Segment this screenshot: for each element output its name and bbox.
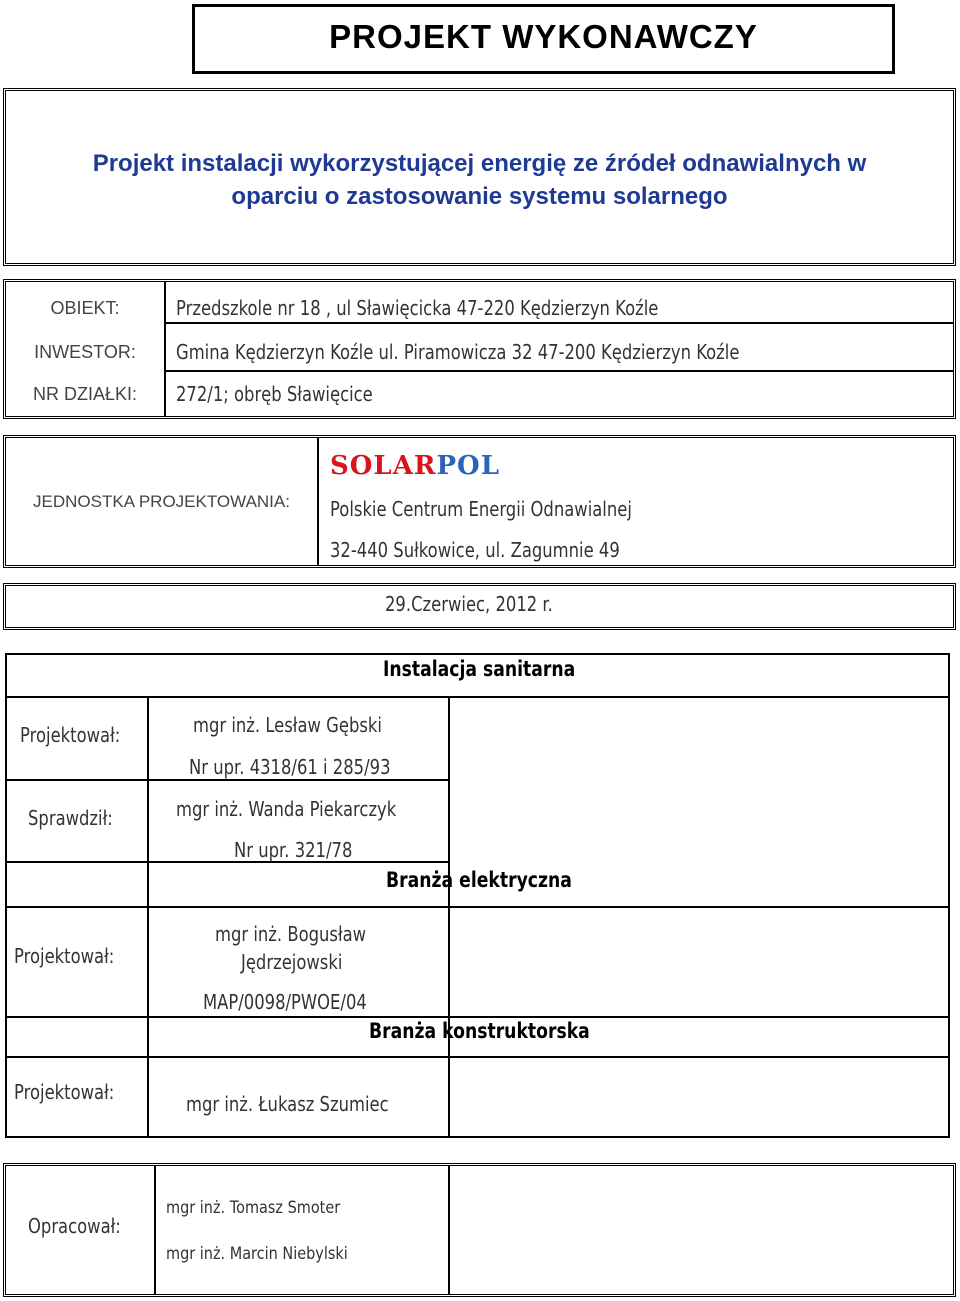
- document-title: PROJEKT WYKONAWCZY: [329, 18, 758, 55]
- sanitary-designer-name: mgr inż. Lesław Gębski: [193, 713, 382, 737]
- info-label-plot: NR DZIAŁKI:: [32, 384, 138, 404]
- electrical-designer-name-2: Jędrzejowski: [241, 950, 343, 974]
- design-unit-name: Polskie Centrum Energii Odnawialnej: [330, 497, 632, 521]
- solarpol-logo: [330, 450, 500, 482]
- design-unit-label: JEDNOSTKA PROJEKTOWANIA:: [33, 492, 290, 511]
- prepared-label: Opracował:: [28, 1214, 121, 1238]
- logo-part-solar: SOLAR: [330, 451, 437, 481]
- project-title-line-2: oparciu o zastosowanie systemu solarnego: [231, 183, 728, 210]
- prepared-name-2: mgr inż. Marcin Niebylski: [166, 1244, 348, 1264]
- info-label-object: OBIEKT:: [50, 298, 120, 318]
- info-label-investor: INWESTOR:: [34, 342, 136, 362]
- info-value-investor: Gmina Kędzierzyn Koźle ul. Piramowicza 32 47-200 Kędzierzyn Koźle: [176, 340, 740, 364]
- structural-designer-name: mgr inż. Łukasz Szumiec: [186, 1092, 389, 1116]
- sanitary-checker-name: mgr inż. Wanda Piekarczyk: [176, 797, 397, 821]
- logo-part-pol: POL: [436, 451, 500, 481]
- project-title-line-1: Projekt instalacji wykorzystującej energię ze źródeł odnawialnych w: [92, 150, 867, 177]
- electrical-designed-label: Projektował:: [14, 944, 115, 968]
- electrical-heading: Branża elektryczna: [386, 868, 572, 892]
- electrical-designer-license: MAP/0098/PWOE/04: [203, 990, 367, 1014]
- design-unit-address: 32-440 Sułkowice, ul. Zagumnie 49: [330, 538, 620, 562]
- prepared-box: [3, 1163, 956, 1297]
- info-value-plot: 272/1; obręb Sławięcice: [176, 382, 373, 406]
- sanitary-designed-label: Projektował:: [20, 723, 121, 747]
- info-value-object: Przedszkole nr 18 , ul Sławięcicka 47-220 Kędzierzyn Koźle: [176, 296, 659, 320]
- sanitary-heading: Instalacja sanitarna: [383, 657, 576, 681]
- document-date: 29.Czerwiec, 2012 r.: [385, 592, 553, 616]
- structural-designed-label: Projektował:: [14, 1080, 115, 1104]
- sanitary-checked-label: Sprawdził:: [28, 806, 113, 830]
- sanitary-designer-license: Nr upr. 4318/61 i 285/93: [189, 755, 391, 779]
- structural-heading: Branża konstruktorska: [369, 1019, 590, 1043]
- sanitary-checker-license: Nr upr. 321/78: [234, 838, 353, 862]
- prepared-name-1: mgr inż. Tomasz Smoter: [166, 1198, 341, 1218]
- electrical-designer-name-1: mgr inż. Bogusław: [215, 922, 367, 946]
